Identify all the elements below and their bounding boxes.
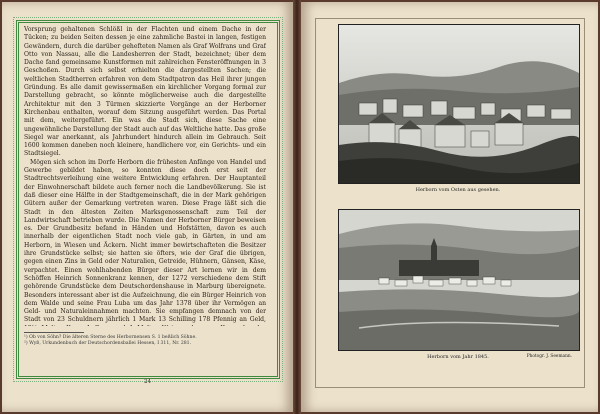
paragraph-2: Mögen sich schon im Dorfe Herborn die frühesten Anfänge von Handel und Gewerbe gebildet haben, so konnten diese doch erst seit der Stadtrechtsverleihung eine weitere Entwicklung erfahren. Der Hauptanteil der Einwohnerschaft bildete auch ferner noch die Landbevölkerung. Sie ist daß dieser eine Hälfte in der Stadtgemeinschaft, die in der Mark gehörigen Gütern außer der Gemarkung vertreten waren. Diese Frage läßt sich die Stadt in den ältesten Zeiten Marksgenossenschaft zum Teil der Landwirtschaft betrieben wurde. Die Namen der Herborner Bürger beweisen es. Der Grundbesitz befand in Händen und Hofstätten, davon es auch innerhalb der eigentlichen Stadt noch viele gab, in Gärten, in und am Herborn, in Wiesen und Äckern. Nicht immer bewirtschafteten die Besitzer ihre Grundstücke selbst; sie hatten sie öfters, wie der Graf die übrigen, gegen einen Zins in Geld oder Naturalien, Getreide, Hühnern, Gänsen, Käse, verpachtet. Einen wohlhabenden Bürger dieser Art lernen wir in dem Schöffen Heinrich Sonnenkranz kennen, der 1272 verschiedene dem Stift gehörende Grundstücke dem Deutschordenshause in Marburg übereignete. Besonders interessant aber ist die Aufzeichnung, die ein Bürger Heinrich von dem Walde und seine Frau Luba um das Jahr 1378 über ihr Vermögen an Geld- und Naturaleinnahmen machten. Sie empfangen demnach von der Stadt von 23 Schuldnern jährlich 1 Mark 13 Schilling 178 Pfennig an Geld, bbox=[24, 158, 266, 324]
footnote-1: ¹) Ob von Söhn? Die älteren Sterne des Herbornensen S. 1 beßlich Söhne. bbox=[24, 335, 197, 340]
photo-caption-bottom-text: Herborn vom Jahr 1845. bbox=[427, 354, 489, 360]
footnotes bbox=[24, 335, 266, 347]
page-number: 24 bbox=[144, 379, 151, 385]
body-text bbox=[24, 26, 266, 326]
footnote-rule bbox=[24, 332, 84, 333]
photo-credit: Photogr. J. Seemann. bbox=[526, 354, 572, 359]
photo-caption-top: Herborn vom Osten aus gesehen. bbox=[415, 187, 501, 193]
footnote-2: ²) Wyß, Urkundenbuch der Deutschordensballei Hessen, I 311, Nr. 281. bbox=[24, 341, 192, 346]
paragraph-1: Vorsprung gehaltenen Schlößl in der Flachten und einem Dache in der Tücken; zu beiden Seiten dessen je eine zahmliche Bastei in langen, festigen Gewändern, durch die darüber gehefteten Namen als Graf Wolfrans und Graf Otto von Nassau, alle die Landesherren der Stadt, bezeichnet; über dem Dache fand gemeinsame Kunstformen mit zahlreichen Fensteröffnungen in 3 Geschoßen. Durch sich selbst erhielten die dargestellten Sachen; die weltlichen Stadtherren erfahren von dem Stadtpatron das Heil ihrer jungen Gründung. Es alle damit gewissermaßen ein kirchlicher Vorgang formal zur Darstellung gebracht, so könnte möglicherweise auch die dargestellte Architektur mit den 3 Türmen skizzierte Vorgänge an der Herborner Kirchenbau enthalten, worauf dem Sitzung ausgeführt werden. Das Portal mit dem, weitergeführt. Ein was die Stadt sich, diese Sache eine ungewöhnliche Darstellung der Stadt auch auf das Weltliche hatte. Das große Siegel war anerkannt, als Jahrhundert hindurch allein im Gebrauch. Seit 1600 kommen daneben noch kleinere, handlichere vor, ein Gerichts- und ein Stadtsiegel. bbox=[24, 26, 266, 158]
photo-herborn-1845 bbox=[338, 209, 580, 351]
photo-caption-bottom bbox=[338, 354, 578, 360]
book-gutter bbox=[293, 0, 301, 414]
photo-herborn-east bbox=[338, 24, 580, 184]
right-page bbox=[301, 2, 598, 412]
left-page bbox=[2, 2, 293, 412]
